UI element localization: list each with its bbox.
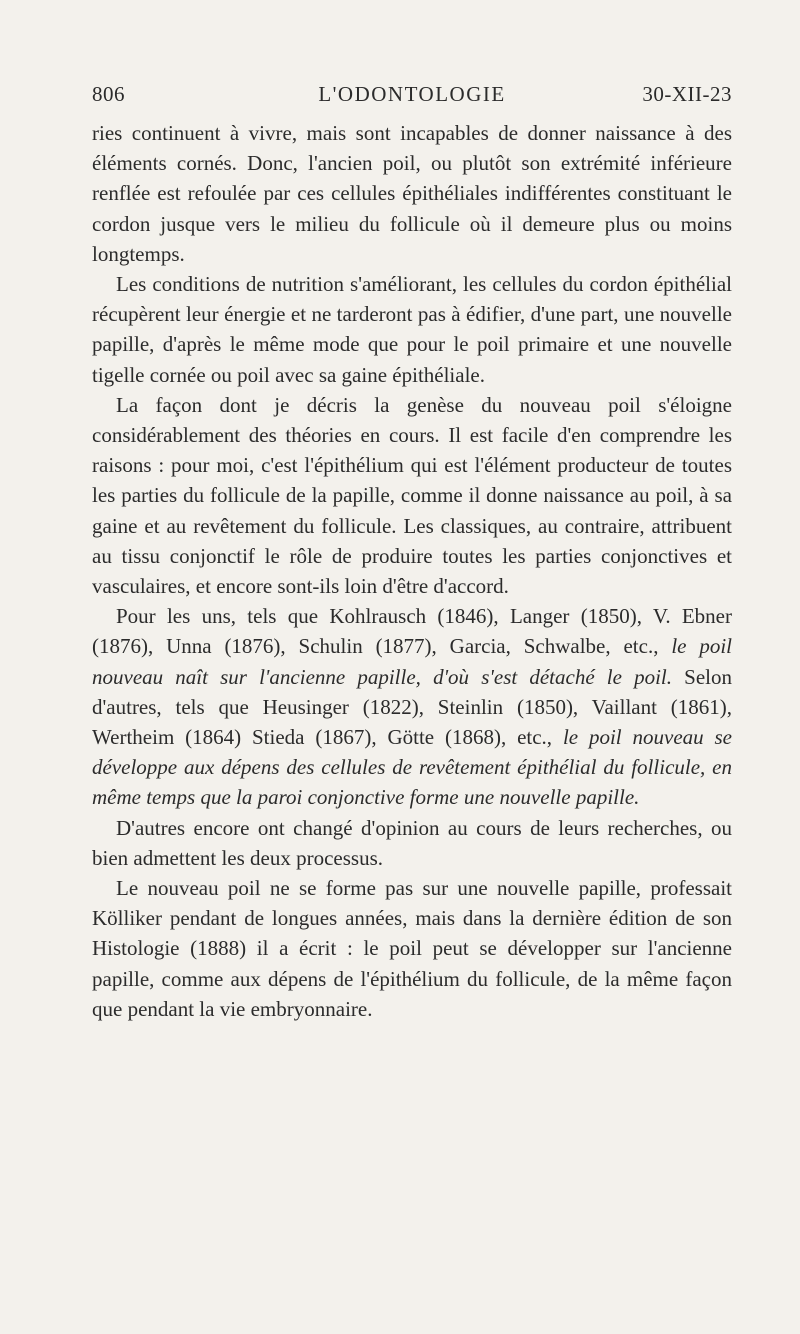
text-run: Selon d'autres, tels que Heusinger (1822), Steinlin (1850), Vaillant (1861), Wertheim (1864) Stieda (1867), Götte (1868), etc., <box>92 664 732 750</box>
body-text <box>92 118 732 1024</box>
paragraph: Le nouveau poil ne se forme pas sur une nouvelle papille, professait Kölliker pendant de longues années, mais dans la dernière édition de son Histologie (1888) il a écrit : le poil peut se développer sur l'ancienne papille, comme aux dépens de l'épithélium du follicule, de la même façon que pendant la vie embryonnaire. <box>92 876 732 1021</box>
paragraph <box>92 601 732 812</box>
italic-text-run: le poil nouveau naît sur l'ancienne papille, d'où s'est détaché le poil. <box>92 634 732 689</box>
paragraph: ries continuent à vivre, mais sont incapables de donner naissance à des éléments cornés. Donc, l'ancien poil, ou plutôt son extrémité inférieure renflée est refoulée par ces cellules épithéliales indifférentes constituant le cordon jusque vers le milieu du follicule où il demeure plus ou moins longtemps. <box>92 121 732 266</box>
page-number: 806 <box>92 82 125 106</box>
italic-text-run: le poil nouveau se développe aux dépens des cellules de revêtement épithélial du follicule, en même temps que la paroi conjonctive forme une nouvelle papille. <box>92 725 732 810</box>
issue-date: 30-XII-23 <box>642 82 732 106</box>
text-run: Pour les uns, tels que Kohlrausch (1846), Langer (1850), V. Ebner (1876), Unna (1876), Schulin (1877), Garcia, Schwalbe, etc., <box>92 604 732 659</box>
paragraph: D'autres encore ont changé d'opinion au cours de leurs recherches, ou bien admettent les deux processus. <box>92 815 732 870</box>
running-header <box>92 82 732 114</box>
paragraph: Les conditions de nutrition s'améliorant, les cellules du cordon épithélial récupèrent leur énergie et ne tarderont pas à édifier, d'une part, une nouvelle papille, d'après le même mode que pour le poil primaire et une nouvelle tigelle cornée ou poil avec sa gaine épithéliale. <box>92 272 732 387</box>
running-title: L'ODONTOLOGIE <box>318 82 506 106</box>
paragraph: La façon dont je décris la genèse du nouveau poil s'éloigne considérablement des théories en cours. Il est facile d'en comprendre les raisons : pour moi, c'est l'épithélium qui est l'élément producteur de toutes les parties du follicule de la papille, comme il donne naissance au poil, à sa gaine et au revêtement du follicule. Les classiques, au contraire, attribuent au tissu conjonctif le rôle de produire toutes les parties conjonctives et vasculaires, et encore sont-ils loin d'être d'accord. <box>92 392 732 599</box>
